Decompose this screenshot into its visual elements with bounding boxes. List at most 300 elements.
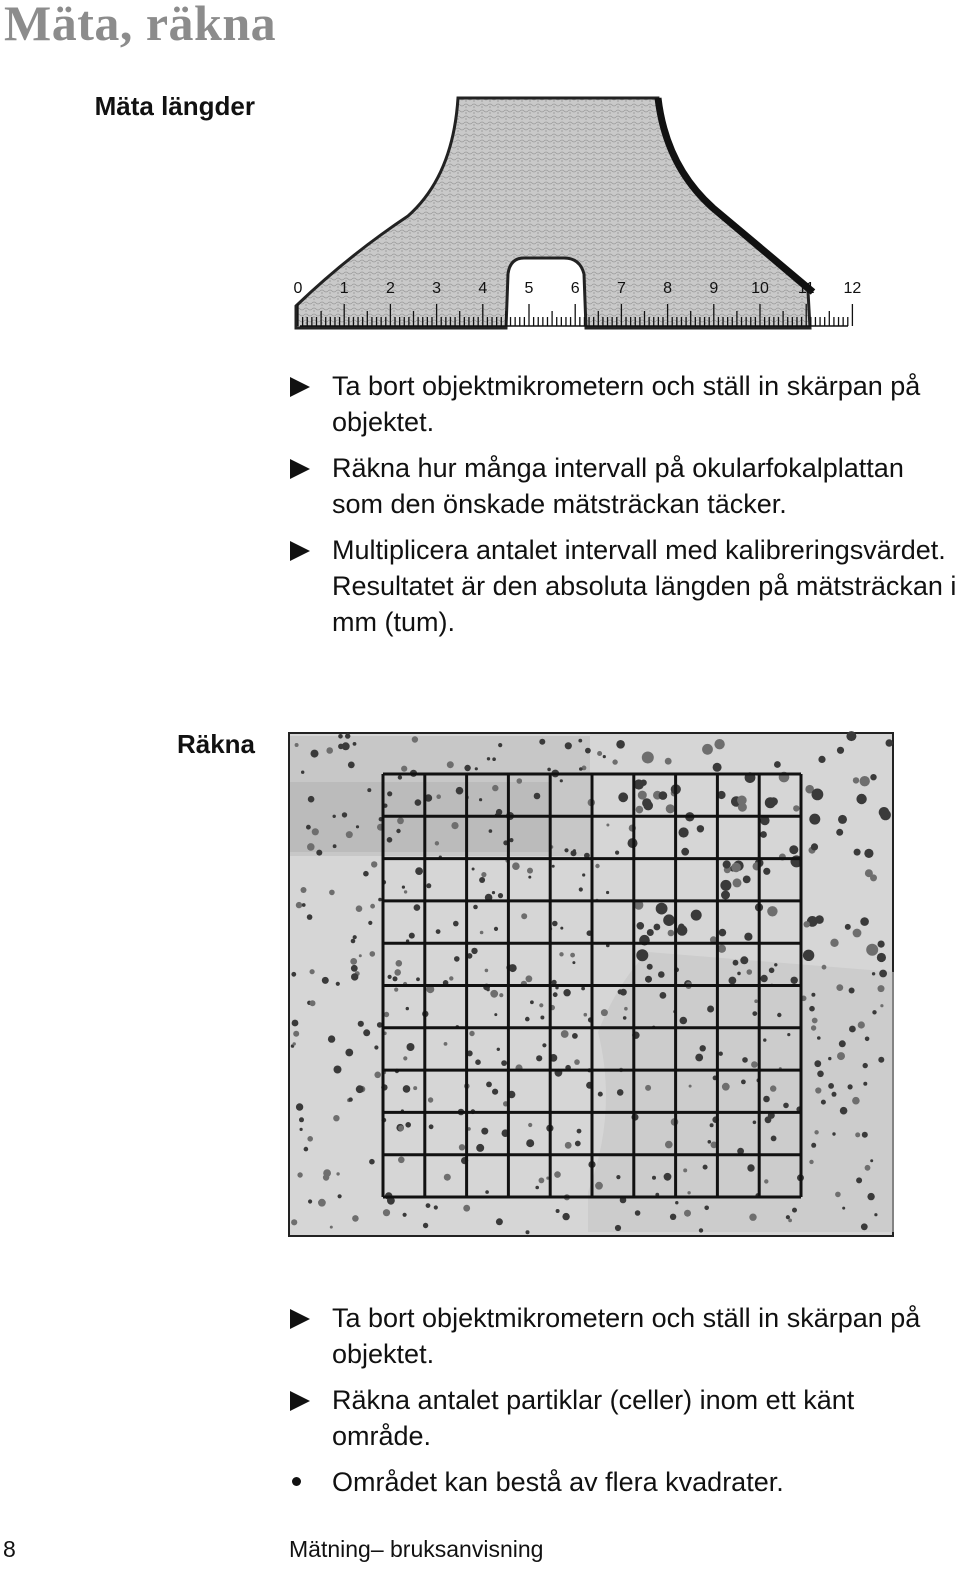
cell-dot [444,1174,451,1181]
cell-dot [479,877,485,883]
cell-dot [526,1139,534,1147]
step-text: Multiplicera antalet intervall med kalibreringsvärdet. Resultatet är den absoluta längden på mätsträckan i mm (tum). [332,535,957,637]
cell-dot [679,827,689,837]
cell-dot [527,868,533,874]
cell-dot [814,1130,818,1134]
cell-dot [494,927,498,931]
cell-dot [652,1176,656,1180]
cell-dot [436,929,441,934]
cell-dot [878,985,885,992]
cell-dot [598,1092,603,1097]
cell-dot [877,953,886,962]
cell-dot [307,843,315,851]
cell-dot [737,796,747,806]
cell-dot [635,1210,641,1216]
cell-dot [356,825,359,828]
cell-dot [351,939,356,944]
cell-dot [472,868,475,871]
cell-dot [721,891,730,900]
cell-dot [747,1164,754,1171]
cell-dot [637,922,645,930]
cell-dot [479,798,482,801]
cell-dot [370,951,376,957]
cell-dot [654,924,661,931]
cell-dot [475,767,478,770]
cell-dot [358,1021,364,1027]
cell-dot [423,1223,428,1228]
cell-dot [719,1052,723,1056]
cell-dot [486,988,489,991]
cell-dot [497,1048,500,1051]
list-item [290,1464,960,1500]
cell-dot [703,1165,708,1170]
step-text: Räkna antalet partiklar (celler) inom ett känt område. [332,1385,855,1451]
cell-dot [880,810,891,821]
cell-dot [642,752,654,764]
cell-dot [560,779,563,782]
cell-dot [849,988,855,994]
cell-dot [426,1203,431,1208]
cell-dot [878,941,885,948]
cell-dot [595,864,599,868]
cell-dot [665,1141,673,1149]
cell-dot [872,972,875,975]
cell-dot [454,956,460,962]
cell-dot [733,960,739,966]
cell-dot [689,1085,692,1088]
cell-dot [708,1140,712,1144]
cell-dot [853,777,859,783]
cell-dot [818,756,825,763]
cell-dot [836,829,843,836]
cell-dot [490,990,498,998]
cell-dot [292,1020,299,1027]
cell-dot [553,992,558,997]
cell-dot [840,1107,848,1115]
cell-dot [565,742,572,749]
cell-dot [428,1097,433,1102]
cell-dot [792,1208,797,1213]
cell-dot [299,1117,304,1122]
cell-dot [660,992,667,999]
cell-dot [498,893,503,898]
cell-dot [585,748,591,754]
cell-dot [601,1009,608,1016]
cell-dot [670,1214,676,1220]
cell-dot [329,890,335,896]
cell-dot [687,1191,690,1194]
cell-dot [574,1059,580,1065]
cell-dot [864,849,873,858]
cell-dot [353,742,357,746]
cell-dot [509,838,513,842]
cell-dot [572,961,575,964]
cell-dot [291,1219,297,1225]
cell-dot [453,921,459,927]
cell-dot [345,733,350,738]
cell-dot [681,848,689,856]
arrow-icon [290,377,310,397]
cell-dot [481,872,486,877]
cell-dot [615,1225,621,1231]
cell-dot [858,1021,865,1028]
cell-dot [333,815,336,818]
micrometer-scale-image [288,96,862,336]
cell-dot [413,1086,417,1090]
cell-dot [743,876,751,884]
cell-dot [463,1205,470,1212]
cell-dot [786,1215,790,1219]
list-item [290,368,960,440]
cell-dot [862,1132,868,1138]
cell-dot [771,1136,777,1142]
cell-dot [815,915,824,924]
cell-dot [848,1084,853,1089]
cell-dot [369,1159,375,1165]
cell-dot [763,1038,766,1041]
cell-dot [866,944,878,956]
cell-dot [562,1213,569,1220]
cell-dot [414,904,421,911]
cell-dot [765,1116,772,1123]
cell-dot [487,757,490,760]
cell-dot [563,989,570,996]
cell-dot [426,883,431,888]
cell-dot [861,1223,868,1230]
cell-dot [832,1092,837,1097]
cell-dot [763,868,770,875]
cell-dot [853,929,862,938]
arrow-icon [290,1309,310,1329]
cell-dot [636,806,644,814]
cell-dot [680,1017,688,1025]
cell-dot [573,849,576,852]
cell-dot [409,933,415,939]
cell-dot [296,902,302,908]
cell-dot [306,825,311,830]
cell-dot [469,1031,474,1036]
ruler-label: 5 [524,280,534,297]
cell-dot [618,989,623,994]
cell-dot [870,774,876,780]
cell-dot [789,845,798,854]
cell-dot [456,787,464,795]
cell-dot [404,890,407,893]
cell-dot [710,1123,714,1127]
cell-dot [793,805,799,811]
cell-dot [304,1147,309,1152]
specimen-shape [293,98,810,328]
cell-dot [678,924,685,931]
cell-dot [579,887,583,891]
cell-dot [556,1209,560,1213]
cell-dot [645,1085,651,1091]
cell-dot [874,1213,877,1216]
cell-dot [415,867,423,875]
cell-dot [311,750,319,758]
cell-dot [849,1026,856,1033]
cell-dot [764,1179,768,1183]
cell-dot [293,1042,296,1045]
cell-dot [333,844,337,848]
cell-dot [552,921,558,927]
cell-dot [486,1082,492,1088]
cell-dot [492,1089,498,1095]
cell-dot [663,914,675,926]
section-heading-measure: Mäta längder [94,91,255,121]
cell-dot [683,1168,687,1172]
cell-dot [475,1059,481,1065]
cell-dot [393,976,398,981]
cell-dot [498,743,502,747]
cell-dot [754,999,758,1003]
cell-dot [293,1031,299,1037]
cell-dot [760,831,767,838]
cell-dot [525,1017,530,1022]
cell-dot [638,791,647,800]
cell-dot [403,1056,407,1060]
cell-dot [616,740,625,749]
cell-dot [579,767,583,771]
cell-dot [530,1000,534,1004]
cell-dot [356,1085,364,1093]
cell-dot [618,792,628,802]
cell-dot [856,794,866,804]
cell-dot [572,1033,578,1039]
cell-dot [310,969,315,974]
cell-dot [606,891,609,894]
cell-dot [584,1013,588,1017]
list-item [290,532,960,640]
cell-dot [416,977,420,981]
cell-dot [316,850,322,856]
cell-dot [297,1172,302,1177]
section-heading-count: Räkna [176,729,255,759]
cell-dot [291,972,296,977]
cell-dot [774,761,781,768]
cell-dot [403,1085,411,1093]
cell-dot [624,1007,628,1011]
cell-dot [384,1012,389,1017]
cell-dot [854,849,861,856]
arrow-icon [290,1391,310,1411]
cell-dot [751,1061,758,1068]
cell-dot [787,1033,790,1036]
cell-dot [729,977,737,985]
cell-dot [405,1122,411,1128]
cell-dot [459,1144,465,1150]
cell-dot [374,1045,378,1049]
cell-dot [597,751,602,756]
cell-dot [863,1082,867,1086]
cell-dot [886,739,893,746]
cell-dot [485,1190,489,1194]
cell-dot [521,913,527,919]
cell-dot [740,956,748,964]
cell-dot [559,952,563,956]
cell-dot [804,921,810,927]
cell-dot [346,831,353,838]
cell-dot [767,906,777,916]
cell-dot [323,1174,329,1180]
cell-dot [879,970,887,978]
cell-dot [407,1043,415,1051]
cell-dot [770,1085,776,1091]
cell-dot [398,1157,405,1164]
cell-dot [668,930,675,937]
cell-dot [581,987,585,991]
cell-dot [578,739,582,743]
cell-dot [852,1097,860,1105]
cell-dot [720,880,731,891]
cell-dot [753,1121,757,1125]
cell-dot [403,1213,407,1217]
cell-dot [374,1072,381,1079]
cell-dot [615,851,619,855]
cell-dot [656,903,668,915]
cell-dot [534,793,541,800]
cell-dot [388,975,392,979]
cell-dot [540,1016,544,1020]
cell-dot [326,747,333,754]
cell-dot [447,761,454,768]
cell-dot [552,865,555,868]
cell-dot [359,954,362,957]
cell-dot [811,1143,816,1148]
cell-dot [742,1057,748,1063]
cell-dot [695,1054,703,1062]
list-item [290,1382,960,1454]
arrow-icon [290,541,310,561]
cell-dot [612,759,617,764]
cell-dot [575,1141,581,1147]
cell-dot [352,1215,359,1222]
cell-dot [741,1080,746,1085]
step-text: Området kan bestå av flera kvadrater. [332,1467,784,1497]
cell-dot [489,829,493,833]
cell-dot [684,1210,691,1217]
cell-dot [737,972,741,976]
cell-dot [398,1125,404,1131]
cell-dot [733,878,742,887]
cell-dot [664,1173,672,1181]
bullet-icon [292,1477,301,1486]
cell-dot [528,876,531,879]
cell-dot [870,1159,873,1162]
cell-dot [809,1160,813,1164]
ruler-label: 9 [709,280,719,297]
cell-dot [828,1057,831,1060]
list-item [290,1300,960,1372]
cell-dot [860,776,870,786]
cell-dot [838,815,847,824]
cell-dot [535,1186,539,1190]
cell-dot [476,1144,484,1152]
step-text: Ta bort objektmikrometern och ställ in skärpan på objektet. [332,371,921,437]
cell-dot [473,905,478,910]
cell-dot [570,953,575,958]
cell-dot [363,1029,370,1036]
cell-dot [397,817,404,824]
cell-dot [356,905,363,912]
cell-dot [845,924,851,930]
cell-dot [830,939,838,947]
cell-dot [561,1030,569,1038]
cell-dot [415,799,422,806]
cell-dot [342,812,347,817]
cell-dot [636,949,648,961]
cell-dot [699,1228,703,1232]
cell-dot [464,765,470,771]
cell-dot [547,768,551,772]
cell-dot [312,828,319,835]
cell-dot [296,1103,303,1110]
cell-dot [821,1100,826,1105]
counting-grid-image [288,732,894,1237]
cell-dot [345,1049,353,1057]
cell-dot [383,1209,390,1216]
step-text: Ta bort objektmikrometern och ställ in skärpan på objektet. [332,1303,921,1369]
cell-dot [330,1226,333,1229]
cell-dot [429,1124,434,1129]
cell-dot [817,1036,821,1040]
cell-dot [348,1097,352,1101]
cell-dot [836,984,843,991]
cell-dot [539,1178,545,1184]
cell-dot [554,1171,561,1178]
measure-steps-list [290,368,960,650]
cell-dot [665,758,672,765]
cell-dot [731,863,741,873]
cell-dot [494,1013,497,1016]
count-steps-list [290,1300,960,1510]
cell-dot [499,993,503,997]
cell-dot [338,1194,342,1198]
cell-dot [481,1128,488,1135]
cell-dot [401,766,407,772]
cell-dot [308,1199,312,1203]
cell-dot [435,841,439,845]
cell-dot [803,950,814,961]
cell-dot [334,1066,342,1074]
cell-dot [444,1042,448,1046]
cell-dot [300,1128,303,1131]
step-text: Räkna hur många intervall på okularfokalplattan som den önskade mätsträckan täcker. [332,453,904,519]
cell-dot [747,969,753,975]
ruler-label: 7 [616,280,626,297]
cell-dot [856,1177,862,1183]
cell-dot [658,971,665,978]
cell-dot [564,848,568,852]
cell-dot [842,1207,845,1210]
cell-dot [371,861,377,867]
cell-dot [817,1071,824,1078]
cell-dot [526,1230,530,1234]
cell-dot [539,1003,543,1007]
cell-dot [880,1004,883,1007]
cell-dot [647,964,653,970]
cell-dot [822,965,827,970]
cell-dot [860,917,869,926]
cell-dot [412,736,418,742]
cell-dot [394,988,398,992]
cell-dot [363,871,369,877]
cell-dot [310,1000,316,1006]
cell-dot [837,747,844,754]
cell-dot [342,742,350,750]
cell-dot [723,860,731,868]
cell-dot [815,1087,821,1093]
